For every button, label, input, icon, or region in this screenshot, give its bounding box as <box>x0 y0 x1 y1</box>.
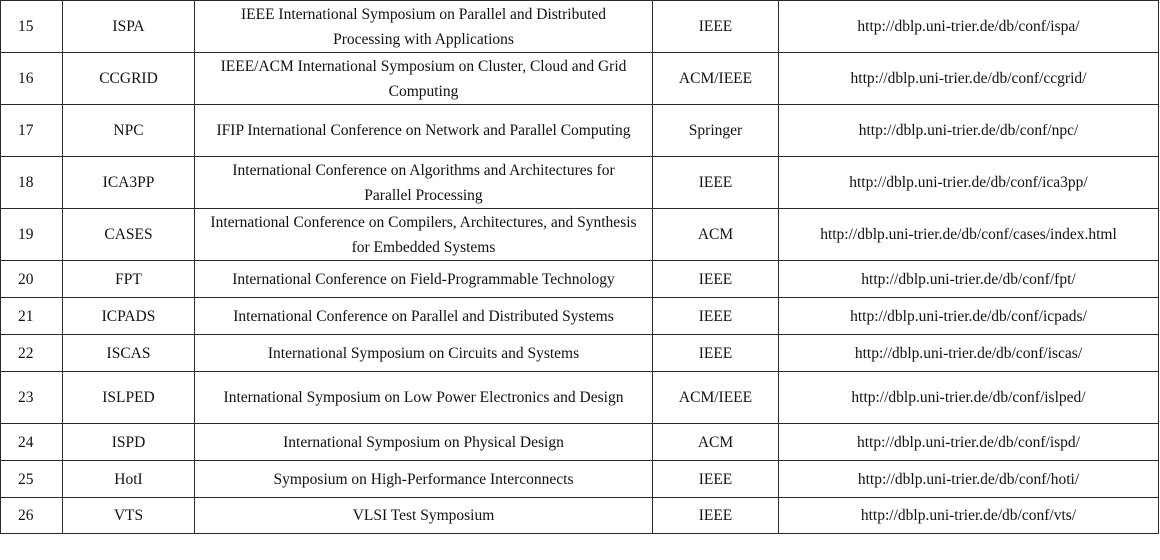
conference-abbreviation: HotI <box>63 461 195 498</box>
table-row <box>1 372 1159 424</box>
conference-publisher: ACM/IEEE <box>653 53 779 105</box>
table-row <box>1 53 1159 105</box>
conference-name: VLSI Test Symposium <box>195 498 653 534</box>
conference-publisher: ACM <box>653 424 779 461</box>
conference-abbreviation: ICA3PP <box>63 157 195 209</box>
conference-publisher: IEEE <box>653 498 779 534</box>
conference-url[interactable]: http://dblp.uni-trier.de/db/conf/ica3pp/ <box>779 157 1159 209</box>
conference-url[interactable]: http://dblp.uni-trier.de/db/conf/hoti/ <box>779 461 1159 498</box>
row-number: 22 <box>1 335 63 372</box>
row-number: 24 <box>1 424 63 461</box>
conference-url[interactable]: http://dblp.uni-trier.de/db/conf/npc/ <box>779 105 1159 157</box>
conference-name: Symposium on High-Performance Interconnects <box>195 461 653 498</box>
conference-abbreviation: ISCAS <box>63 335 195 372</box>
conference-abbreviation: ISPD <box>63 424 195 461</box>
table-row <box>1 1 1159 53</box>
conference-publisher: IEEE <box>653 298 779 335</box>
row-number: 21 <box>1 298 63 335</box>
conference-abbreviation: CCGRID <box>63 53 195 105</box>
conference-url[interactable]: http://dblp.uni-trier.de/db/conf/cases/index.html <box>779 209 1159 261</box>
conference-abbreviation: ISPA <box>63 1 195 53</box>
row-number: 16 <box>1 53 63 105</box>
table-row <box>1 498 1159 534</box>
table-row <box>1 298 1159 335</box>
row-number: 26 <box>1 498 63 534</box>
table-row <box>1 209 1159 261</box>
conference-publisher: ACM/IEEE <box>653 372 779 424</box>
conference-name: International Conference on Compilers, Architectures, and Synthesis for Embedded Systems <box>195 209 653 261</box>
conference-abbreviation: VTS <box>63 498 195 534</box>
conference-abbreviation: ISLPED <box>63 372 195 424</box>
conference-url[interactable]: http://dblp.uni-trier.de/db/conf/ispd/ <box>779 424 1159 461</box>
row-number: 15 <box>1 1 63 53</box>
conference-url[interactable]: http://dblp.uni-trier.de/db/conf/ispa/ <box>779 1 1159 53</box>
table-row <box>1 261 1159 298</box>
conference-publisher: ACM <box>653 209 779 261</box>
row-number: 25 <box>1 461 63 498</box>
conference-url[interactable]: http://dblp.uni-trier.de/db/conf/islped/ <box>779 372 1159 424</box>
table-row <box>1 105 1159 157</box>
conference-url[interactable]: http://dblp.uni-trier.de/db/conf/vts/ <box>779 498 1159 534</box>
conference-url[interactable]: http://dblp.uni-trier.de/db/conf/fpt/ <box>779 261 1159 298</box>
table-row <box>1 157 1159 209</box>
conference-abbreviation: FPT <box>63 261 195 298</box>
row-number: 18 <box>1 157 63 209</box>
conference-url[interactable]: http://dblp.uni-trier.de/db/conf/iscas/ <box>779 335 1159 372</box>
conference-url[interactable]: http://dblp.uni-trier.de/db/conf/ccgrid/ <box>779 53 1159 105</box>
conference-abbreviation: NPC <box>63 105 195 157</box>
conference-abbreviation: CASES <box>63 209 195 261</box>
conference-name: IFIP International Conference on Network and Parallel Computing <box>195 105 653 157</box>
table-row <box>1 424 1159 461</box>
conference-publisher: IEEE <box>653 157 779 209</box>
row-number: 20 <box>1 261 63 298</box>
conference-name: International Conference on Parallel and Distributed Systems <box>195 298 653 335</box>
conference-publisher: Springer <box>653 105 779 157</box>
conference-abbreviation: ICPADS <box>63 298 195 335</box>
conference-name: International Conference on Field-Programmable Technology <box>195 261 653 298</box>
table-row <box>1 461 1159 498</box>
conference-name: IEEE International Symposium on Parallel and Distributed Processing with Applications <box>195 1 653 53</box>
table-row <box>1 335 1159 372</box>
row-number: 19 <box>1 209 63 261</box>
conference-publisher: IEEE <box>653 1 779 53</box>
row-number: 23 <box>1 372 63 424</box>
conference-name: International Symposium on Low Power Electronics and Design <box>195 372 653 424</box>
conference-name: IEEE/ACM International Symposium on Cluster, Cloud and Grid Computing <box>195 53 653 105</box>
row-number: 17 <box>1 105 63 157</box>
conference-url[interactable]: http://dblp.uni-trier.de/db/conf/icpads/ <box>779 298 1159 335</box>
conference-name: International Conference on Algorithms and Architectures for Parallel Processing <box>195 157 653 209</box>
conference-publisher: IEEE <box>653 461 779 498</box>
conference-name: International Symposium on Circuits and Systems <box>195 335 653 372</box>
conference-name: International Symposium on Physical Design <box>195 424 653 461</box>
conference-publisher: IEEE <box>653 261 779 298</box>
conference-publisher: IEEE <box>653 335 779 372</box>
